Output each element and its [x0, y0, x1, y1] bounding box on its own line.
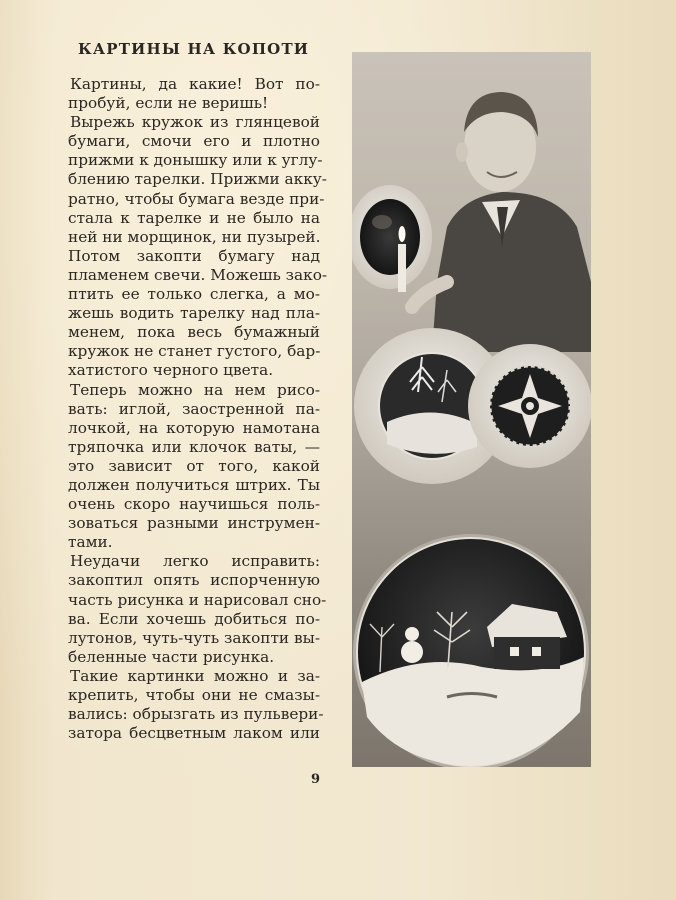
text-line: лочкой, на которую намотана: [68, 418, 320, 437]
illustration-photo: [352, 52, 591, 767]
text-line: Такие картинки можно и за-: [70, 666, 320, 685]
text-line: должен получиться штрих. Ты: [68, 475, 320, 494]
held-plate: [352, 185, 432, 289]
text-line: блению тарелки. Прижми акку-: [68, 170, 327, 189]
text-line: Теперь можно на нем рисо-: [70, 380, 320, 399]
text-line: прижми к донышку или к углу-: [68, 151, 323, 170]
text-line: Потом закопти бумагу над: [68, 246, 320, 265]
text-line: бумаги, смочи его и плотно: [68, 132, 320, 151]
text-line: тами.: [68, 533, 113, 552]
text-line: зоваться разными инструмен-: [68, 514, 320, 533]
page-number: 9: [311, 772, 321, 787]
text-line: крепить, чтобы они не смазы-: [68, 686, 320, 704]
candle: [398, 226, 406, 292]
text-line: вались: обрызгать из пульвери-: [68, 705, 324, 724]
text-line: ва. Если хочешь добиться по-: [68, 609, 320, 628]
text-line: Неудачи легко исправить:: [70, 552, 320, 571]
text-line: менем, пока весь бумажный: [68, 323, 320, 342]
text-line: кружок не станет густого, бар-: [68, 342, 321, 361]
text-line: тряпочка или клочок ваты, —: [68, 437, 320, 456]
text-line: жешь водить тарелку над пла-: [68, 304, 320, 323]
text-line: очень скоро научишься поль-: [68, 495, 320, 514]
text-line: часть рисунка и нарисовал сно-: [68, 590, 327, 609]
text-line: птить ее только слегка, а мо-: [68, 285, 320, 304]
photo-drawing: [352, 52, 591, 767]
plate-star-pattern: [468, 344, 591, 468]
text-line: это зависит от того, какой: [68, 456, 320, 475]
text-line: стала к тарелке и не было на: [68, 208, 320, 227]
text-line: ней ни морщинок, ни пузырей.: [68, 227, 321, 246]
text-line: ратно, чтобы бумага везде при-: [68, 189, 325, 208]
text-line: беленные части рисунка.: [68, 647, 275, 666]
text-line: лутонов, чуть-чуть закопти вы-: [68, 628, 320, 647]
text-line: пламенем свечи. Можешь зако-: [68, 265, 328, 284]
text-line: Вырежь кружок из глянцевой: [70, 113, 320, 132]
text-line: хатистого черного цвета.: [68, 361, 274, 380]
text-line: пробуй, если не веришь!: [68, 94, 269, 113]
boy-figure: [412, 92, 591, 352]
text-line: закоптил опять испорченную: [68, 571, 320, 590]
text-line: Картины, да какие! Вот по-: [70, 75, 320, 93]
text-line: вать: иглой, заостренной па-: [68, 399, 320, 418]
article-body: [68, 75, 328, 743]
plate-large-village: [353, 534, 589, 767]
text-line: затора бесцветным лаком или: [68, 724, 320, 743]
chapter-title: КАРТИНЫ НА КОПОТИ: [78, 40, 310, 58]
